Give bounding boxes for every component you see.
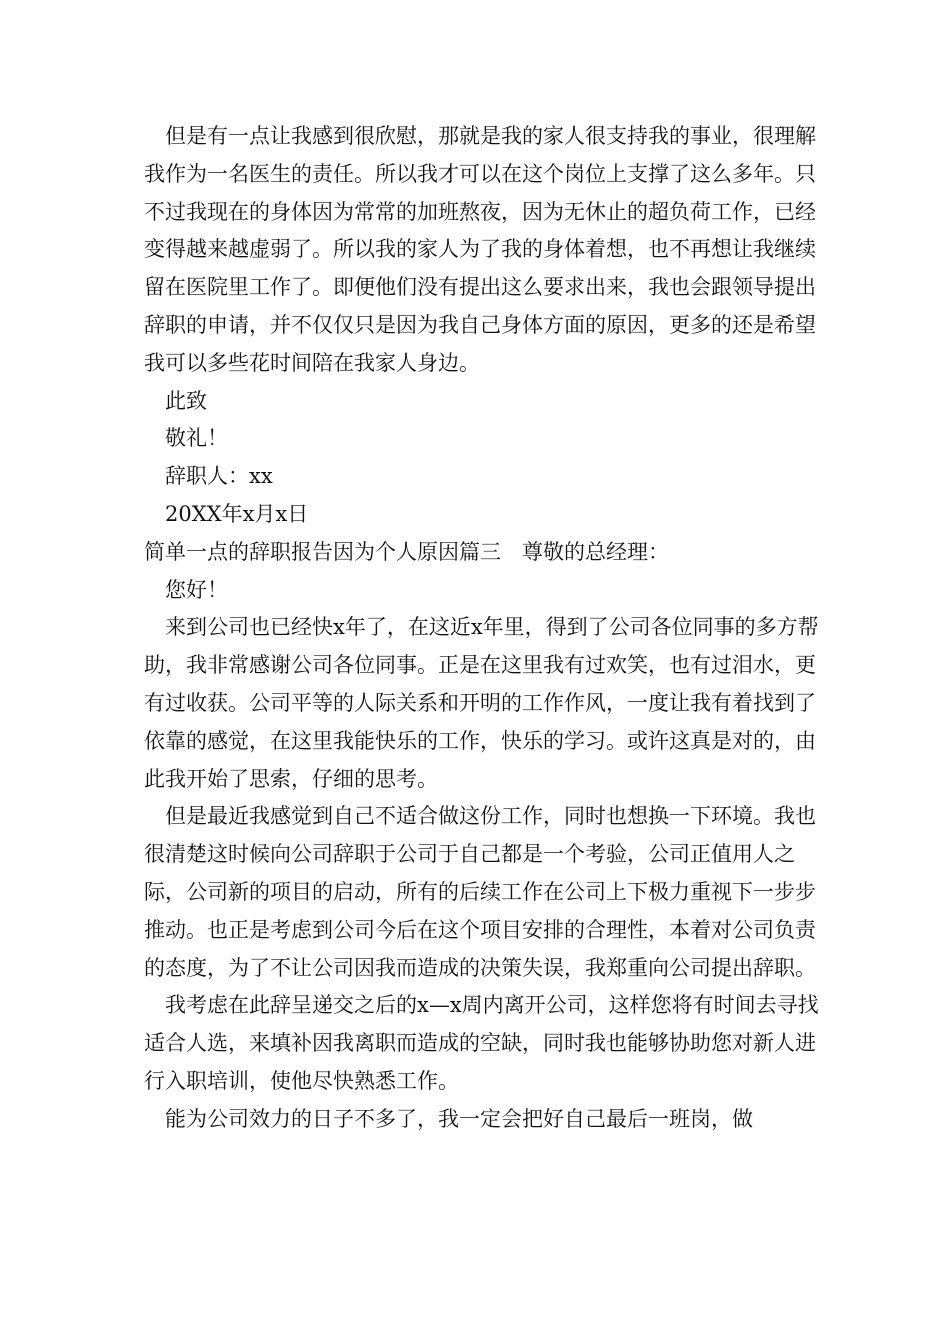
date-line: 20XX年x月x日: [165, 501, 309, 526]
paragraph-notice-period: 我考虑在此辞呈递交之后的x—x周内离开公司，这样您将有时间去寻找适合人选，来填补因我离职而造成的空缺，同时我也能够协助您对新人进行入职培训，使他尽快熟悉工作。: [144, 993, 819, 1093]
paragraph-reason-for-leaving: 但是最近我感觉到自己不适合做这份工作，同时也想换一下环境。我也很清楚这时候向公司辞职于公司于自己都是一个考验，公司正值用人之际，公司新的项目的启动，所有的后续工作在公司上下极力重视下一步步推动。也正是考虑到公司今后在这个项目安排的合理性，本着对公司负责的态度，为了不让公司因我而造成的决策失误，我郑重向公司提出辞职。: [144, 804, 816, 980]
paragraph-final-duty: 能为公司效力的日子不多了，我一定会把好自己最后一班岗，做: [165, 1106, 753, 1131]
signer-line: 辞职人：xx: [165, 464, 273, 489]
section-heading: 简单一点的辞职报告因为个人原因篇三 尊敬的总经理：: [144, 539, 669, 564]
closing-regards: 敬礼！: [165, 426, 228, 451]
paragraph-years-at-company: 来到公司也已经快x年了，在这近x年里，得到了公司各位同事的多方帮助，我非常感谢公司各位同事。正是在这里我有过欢笑，也有过泪水，更有过收获。公司平等的人际关系和开明的工作作风，一度让我有着找到了依靠的感觉，在这里我能快乐的工作，快乐的学习。或许这真是对的，由此我开始了思索，仔细的思考。: [144, 615, 819, 791]
closing-salutation: 此致: [165, 388, 207, 413]
document-body: [144, 118, 824, 1139]
paragraph-support-of-family: 但是有一点让我感到很欣慰，那就是我的家人很支持我的事业，很理解我作为一名医生的责任。所以我才可以在这个岗位上支撑了这么多年。只不过我现在的身体因为常常的加班熬夜，因为无休止的超负荷工作，已经变得越来越虚弱了。所以我的家人为了我的身体着想，也不再想让我继续留在医院里工作了。即便他们没有提出这么要求出来，我也会跟领导提出辞职的申请，并不仅仅只是因为我自己身体方面的原因，更多的还是希望我可以多些花时间陪在我家人身边。: [144, 124, 816, 375]
greeting-line: 您好！: [165, 577, 228, 602]
